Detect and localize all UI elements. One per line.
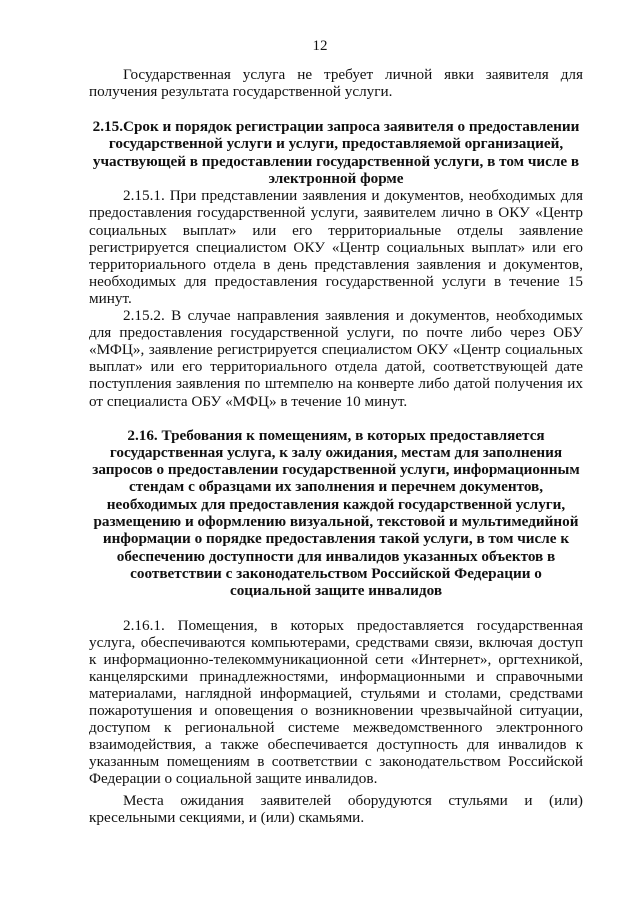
paragraph-2-16-1: 2.16.1. Помещения, в которых предоставляется государственная услуга, обеспечиваются компьютерами, средствами связи, включая доступ к информационно-телекоммуникационной сети «Интернет», оргтехникой, канцелярскими принадлежностями, информационными и справочными материалами, наглядной информацией, стульями и столами, средствами пожаротушения и оповещения о возникновении чрезвычайной ситуации, доступом к региональной системе межведомственного электронного взаимодействия, а также обеспечивается доступность для инвалидов к указанным помещениям в соответствии с законодательством Российской Федерации о социальной защите инвалидов.: [89, 616, 583, 788]
spacer: [89, 600, 583, 617]
document-body: [89, 66, 583, 826]
paragraph-waiting-places: Места ожидания заявителей оборудуются стульями и (или) кресельными секциями, и (или) скамьями.: [89, 791, 583, 826]
paragraph-2-15-2: 2.15.2. В случае направления заявления и документов, необходимых для предоставления государственной услуги, по почте либо через ОБУ «МФЦ», заявление регистрируется специалистом ОКУ «Центр социальных выплат» или его территориального отдела датой, соответствующей дате поступления заявления по штемпелю на конверте либо датой получения их от специалиста ОБУ «МФЦ» в течение 10 минут.: [89, 307, 583, 410]
spacer: [89, 410, 583, 427]
intro-paragraph: Государственная услуга не требует личной явки заявителя для получения результата государственной услуги.: [89, 66, 583, 101]
section-heading-2-15: 2.15.Срок и порядок регистрации запроса заявителя о предоставлении государственной услуги и услуги, предоставляемой организацией, участвующей в предоставлении государственной услуги, в том числе в электронной форме: [92, 118, 580, 188]
paragraph-2-15-1: 2.15.1. При представлении заявления и документов, необходимых для предоставления государственной услуги, заявителем лично в ОКУ «Центр социальных выплат» или его территориальные отделы заявление регистрируется специалистом ОКУ «Центр социальных выплат» или его территориального отдела в день представления заявления и документов, необходимых для предоставления государственной услуги в течение 15 минут.: [89, 187, 583, 307]
page-number: 12: [312, 38, 328, 54]
section-heading-2-16: 2.16. Требования к помещениям, в которых предоставляется государственная услуга, к залу ожидания, местам для заполнения запросов о предоставлении государственной услуги, информационным стендам с образцами их заполнения и перечнем документов, необходимых для предоставления каждой государственной услуги, размещению и оформлению визуальной, текстовой и мультимедийной информации о порядке предоставления такой услуги, в том числе к обеспечению доступности для инвалидов указанных объектов в соответствии с законодательством Российской Федерации о социальной защите инвалидов: [92, 426, 580, 600]
spacer: [89, 100, 583, 118]
